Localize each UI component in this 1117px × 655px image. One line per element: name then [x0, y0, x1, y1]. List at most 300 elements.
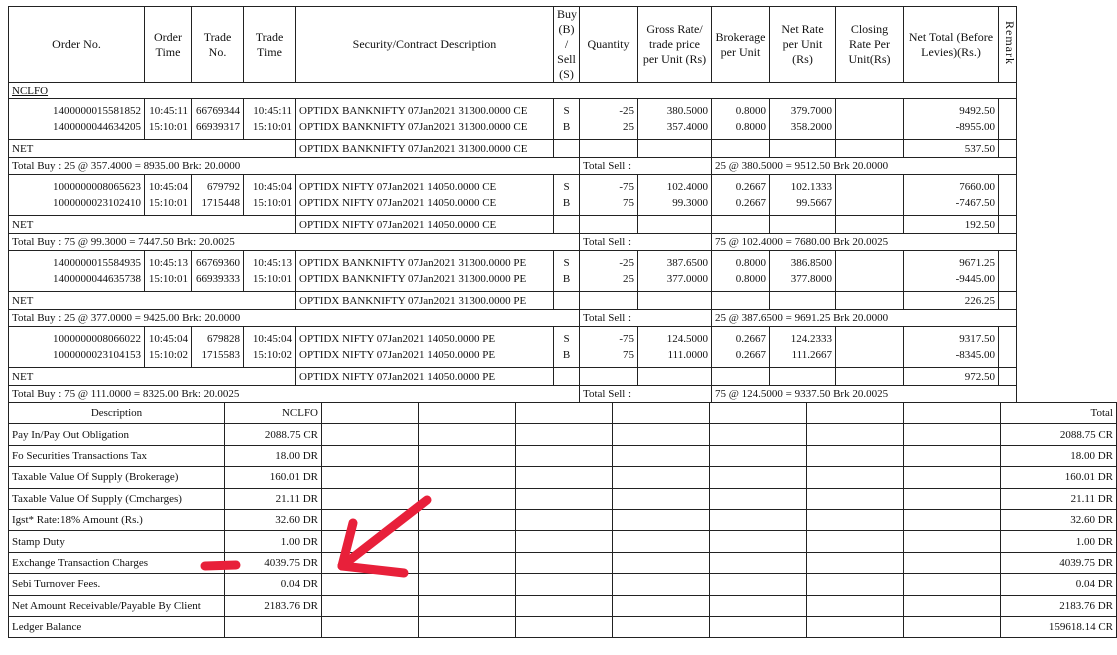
summary-empty-cell	[710, 467, 807, 488]
net-total-cell: -7467.50	[904, 195, 999, 216]
summary-empty-cell	[710, 445, 807, 466]
order-no-cell: 1400000044635738	[9, 271, 145, 292]
buy-sell-cell: B	[554, 195, 580, 216]
summary-empty-cell	[904, 595, 1001, 616]
summary-empty-cell	[322, 509, 419, 530]
summary-row	[9, 595, 1117, 616]
quantity-cell: -75	[580, 175, 638, 196]
empty-cell	[554, 292, 580, 310]
totals-row	[9, 234, 1017, 251]
summary-empty-cell	[419, 574, 516, 595]
summary-empty-cell	[613, 595, 710, 616]
empty-cell	[554, 216, 580, 234]
col-quantity: Quantity	[580, 7, 638, 83]
totals-row	[9, 158, 1017, 175]
empty-cell	[554, 368, 580, 386]
order-time-cell: 15:10:01	[145, 119, 192, 140]
empty-cell	[580, 292, 638, 310]
total-sell-label: Total Sell :	[580, 386, 712, 403]
summary-empty-cell	[419, 616, 516, 637]
summary-total-cell: 21.11 DR	[1001, 488, 1117, 509]
security-cell: OPTIDX NIFTY 07Jan2021 14050.0000 CE	[296, 175, 554, 196]
order-time-cell: 10:45:13	[145, 251, 192, 272]
net-row	[9, 216, 1017, 234]
col-gross-rate: Gross Rate/ trade price per Unit (Rs)	[638, 7, 712, 83]
trade-no-cell: 66769344	[192, 99, 244, 120]
summary-empty-cell	[419, 424, 516, 445]
summary-empty-cell	[904, 509, 1001, 530]
empty-cell	[712, 368, 770, 386]
gross-rate-cell: 124.5000	[638, 327, 712, 348]
summary-row	[9, 445, 1117, 466]
order-no-cell: 1400000015581852	[9, 99, 145, 120]
total-sell-cell: 25 @ 387.6500 = 9691.25 Brk 20.0000	[712, 310, 1017, 327]
remark-cell	[999, 327, 1017, 348]
summary-empty-cell	[322, 616, 419, 637]
remark-cell	[999, 175, 1017, 196]
gross-rate-cell: 387.6500	[638, 251, 712, 272]
security-cell: OPTIDX BANKNIFTY 07Jan2021 31300.0000 PE	[296, 271, 554, 292]
summary-empty-cell	[322, 488, 419, 509]
totals-row	[9, 310, 1017, 327]
col-trade-time: Trade Time	[244, 7, 296, 83]
empty-cell	[770, 292, 836, 310]
trade-body	[9, 83, 1017, 403]
net-security-cell: OPTIDX NIFTY 07Jan2021 14050.0000 PE	[296, 368, 554, 386]
brokerage-cell: 0.8000	[712, 119, 770, 140]
closing-rate-cell	[836, 195, 904, 216]
summary-empty-cell	[807, 616, 904, 637]
empty-cell	[836, 140, 904, 158]
summary-empty-cell	[904, 403, 1001, 424]
remark-cell	[999, 271, 1017, 292]
net-row	[9, 292, 1017, 310]
total-buy-cell: Total Buy : 75 @ 111.0000 = 8325.00 Brk: 20.0025	[9, 386, 580, 403]
total-sell-label: Total Sell :	[580, 310, 712, 327]
trade-row	[9, 327, 1017, 348]
net-rate-cell: 99.5667	[770, 195, 836, 216]
summary-empty-cell	[613, 552, 710, 573]
summary-nclfo-cell: 21.11 DR	[225, 488, 322, 509]
trade-row	[9, 271, 1017, 292]
net-security-cell: OPTIDX BANKNIFTY 07Jan2021 31300.0000 CE	[296, 140, 554, 158]
trade-no-cell: 66769360	[192, 251, 244, 272]
trade-no-cell: 1715448	[192, 195, 244, 216]
summary-empty-cell	[807, 424, 904, 445]
trade-row	[9, 251, 1017, 272]
quantity-cell: -75	[580, 327, 638, 348]
net-row	[9, 368, 1017, 386]
trade-row	[9, 119, 1017, 140]
trade-no-cell: 66939333	[192, 271, 244, 292]
order-no-cell: 1000000023102410	[9, 195, 145, 216]
remark-cell	[999, 195, 1017, 216]
security-cell: OPTIDX BANKNIFTY 07Jan2021 31300.0000 PE	[296, 251, 554, 272]
net-total-value: 537.50	[904, 140, 999, 158]
gross-rate-cell: 377.0000	[638, 271, 712, 292]
summary-row	[9, 552, 1117, 573]
remark-cell	[999, 347, 1017, 368]
summary-empty-cell	[904, 424, 1001, 445]
summary-empty-cell	[322, 403, 419, 424]
buy-sell-cell: S	[554, 251, 580, 272]
net-label: NET	[9, 216, 296, 234]
empty-cell	[712, 216, 770, 234]
net-rate-cell: 386.8500	[770, 251, 836, 272]
summary-empty-cell	[613, 531, 710, 552]
buy-sell-cell: B	[554, 271, 580, 292]
net-total-cell: -8345.00	[904, 347, 999, 368]
empty-cell	[770, 140, 836, 158]
remark-cell	[999, 99, 1017, 120]
summary-empty-cell	[710, 552, 807, 573]
brokerage-cell: 0.2667	[712, 195, 770, 216]
net-row	[9, 140, 1017, 158]
col-net-total: Net Total (Before Levies)(Rs.)	[904, 7, 999, 83]
summary-empty-cell	[516, 531, 613, 552]
summary-empty-cell	[710, 574, 807, 595]
empty-cell	[836, 216, 904, 234]
summary-row	[9, 574, 1117, 595]
summary-row	[9, 424, 1117, 445]
summary-empty-cell	[419, 595, 516, 616]
brokerage-cell: 0.8000	[712, 99, 770, 120]
summary-empty-cell	[322, 595, 419, 616]
summary-total-cell: 32.60 DR	[1001, 509, 1117, 530]
summary-empty-cell	[419, 403, 516, 424]
summary-body	[9, 403, 1117, 638]
summary-empty-cell	[613, 424, 710, 445]
summary-empty-cell	[710, 616, 807, 637]
summary-empty-cell	[613, 467, 710, 488]
summary-total-cell: 18.00 DR	[1001, 445, 1117, 466]
total-buy-cell: Total Buy : 25 @ 357.4000 = 8935.00 Brk: 20.0000	[9, 158, 580, 175]
summary-empty-cell	[516, 616, 613, 637]
closing-rate-cell	[836, 347, 904, 368]
empty-cell	[770, 216, 836, 234]
summary-col-description: Description	[9, 403, 225, 424]
trade-time-cell: 15:10:02	[244, 347, 296, 368]
brokerage-cell: 0.2667	[712, 175, 770, 196]
summary-nclfo-cell: 0.04 DR	[225, 574, 322, 595]
empty-cell	[712, 292, 770, 310]
summary-empty-cell	[613, 488, 710, 509]
empty-cell	[638, 216, 712, 234]
trade-row	[9, 195, 1017, 216]
summary-row	[9, 467, 1117, 488]
summary-empty-cell	[322, 574, 419, 595]
net-total-cell: 9317.50	[904, 327, 999, 348]
net-total-cell: 7660.00	[904, 175, 999, 196]
summary-empty-cell	[807, 531, 904, 552]
net-rate-cell: 379.7000	[770, 99, 836, 120]
empty-cell	[638, 368, 712, 386]
closing-rate-cell	[836, 327, 904, 348]
summary-header-row	[9, 403, 1117, 424]
trade-row	[9, 347, 1017, 368]
net-rate-cell: 102.1333	[770, 175, 836, 196]
summary-empty-cell	[710, 509, 807, 530]
summary-empty-cell	[807, 488, 904, 509]
summary-empty-cell	[516, 403, 613, 424]
summary-empty-cell	[807, 445, 904, 466]
summary-nclfo-cell: 32.60 DR	[225, 509, 322, 530]
summary-empty-cell	[613, 403, 710, 424]
gross-rate-cell: 111.0000	[638, 347, 712, 368]
order-time-cell: 15:10:01	[145, 195, 192, 216]
remark-cell	[999, 251, 1017, 272]
summary-empty-cell	[904, 552, 1001, 573]
trade-table	[8, 6, 1017, 403]
summary-table	[8, 402, 1117, 638]
remark-cell	[999, 368, 1017, 386]
total-buy-cell: Total Buy : 25 @ 377.0000 = 9425.00 Brk: 20.0000	[9, 310, 580, 327]
summary-empty-cell	[710, 424, 807, 445]
summary-empty-cell	[710, 531, 807, 552]
summary-empty-cell	[807, 552, 904, 573]
trade-no-cell: 679828	[192, 327, 244, 348]
remark-cell	[999, 119, 1017, 140]
empty-cell	[836, 292, 904, 310]
trade-time-cell: 15:10:01	[244, 271, 296, 292]
gross-rate-cell: 102.4000	[638, 175, 712, 196]
trade-row	[9, 175, 1017, 196]
empty-cell	[712, 140, 770, 158]
header-row	[9, 7, 1017, 83]
summary-label-cell: Taxable Value Of Supply (Cmcharges)	[9, 488, 225, 509]
net-security-cell: OPTIDX BANKNIFTY 07Jan2021 31300.0000 PE	[296, 292, 554, 310]
net-rate-cell: 124.2333	[770, 327, 836, 348]
gross-rate-cell: 357.4000	[638, 119, 712, 140]
summary-label-cell: Pay In/Pay Out Obligation	[9, 424, 225, 445]
summary-row	[9, 488, 1117, 509]
summary-nclfo-cell: 2088.75 CR	[225, 424, 322, 445]
summary-col-nclfo: NCLFO	[225, 403, 322, 424]
net-total-cell: -8955.00	[904, 119, 999, 140]
closing-rate-cell	[836, 99, 904, 120]
remark-label: Remark	[1003, 20, 1017, 65]
security-cell: OPTIDX BANKNIFTY 07Jan2021 31300.0000 CE	[296, 99, 554, 120]
order-time-cell: 15:10:02	[145, 347, 192, 368]
quantity-cell: -25	[580, 251, 638, 272]
summary-empty-cell	[710, 403, 807, 424]
empty-cell	[638, 140, 712, 158]
total-sell-cell: 25 @ 380.5000 = 9512.50 Brk 20.0000	[712, 158, 1017, 175]
trade-time-cell: 15:10:01	[244, 195, 296, 216]
trade-no-cell: 679792	[192, 175, 244, 196]
trade-row	[9, 99, 1017, 120]
quantity-cell: 25	[580, 119, 638, 140]
summary-total-cell: 160.01 DR	[1001, 467, 1117, 488]
total-buy-cell: Total Buy : 75 @ 99.3000 = 7447.50 Brk: 20.0025	[9, 234, 580, 251]
summary-total-cell: 2183.76 DR	[1001, 595, 1117, 616]
summary-empty-cell	[322, 424, 419, 445]
summary-label-cell: Stamp Duty	[9, 531, 225, 552]
summary-row	[9, 531, 1117, 552]
summary-empty-cell	[516, 488, 613, 509]
summary-total-cell: 2088.75 CR	[1001, 424, 1117, 445]
col-order-no: Order No.	[9, 7, 145, 83]
net-security-cell: OPTIDX NIFTY 07Jan2021 14050.0000 CE	[296, 216, 554, 234]
gross-rate-cell: 99.3000	[638, 195, 712, 216]
summary-empty-cell	[807, 574, 904, 595]
net-total-cell: 9671.25	[904, 251, 999, 272]
brokerage-cell: 0.2667	[712, 347, 770, 368]
remark-cell	[999, 140, 1017, 158]
net-total-value: 972.50	[904, 368, 999, 386]
summary-nclfo-cell: 1.00 DR	[225, 531, 322, 552]
trade-no-cell: 1715583	[192, 347, 244, 368]
security-cell: OPTIDX NIFTY 07Jan2021 14050.0000 CE	[296, 195, 554, 216]
net-total-cell: -9445.00	[904, 271, 999, 292]
summary-label-cell: Sebi Turnover Fees.	[9, 574, 225, 595]
summary-empty-cell	[419, 445, 516, 466]
summary-empty-cell	[419, 531, 516, 552]
empty-cell	[836, 368, 904, 386]
summary-nclfo-cell: 2183.76 DR	[225, 595, 322, 616]
summary-empty-cell	[613, 445, 710, 466]
remark-cell	[999, 216, 1017, 234]
summary-empty-cell	[322, 552, 419, 573]
col-security: Security/Contract Description	[296, 7, 554, 83]
net-total-cell: 9492.50	[904, 99, 999, 120]
summary-label-cell: Ledger Balance	[9, 616, 225, 637]
col-order-time: Order Time	[145, 7, 192, 83]
summary-nclfo-cell: 160.01 DR	[225, 467, 322, 488]
summary-label-cell: Fo Securities Transactions Tax	[9, 445, 225, 466]
empty-cell	[554, 140, 580, 158]
net-total-value: 226.25	[904, 292, 999, 310]
closing-rate-cell	[836, 271, 904, 292]
quantity-cell: 25	[580, 271, 638, 292]
summary-empty-cell	[904, 574, 1001, 595]
trade-no-cell: 66939317	[192, 119, 244, 140]
order-time-cell: 15:10:01	[145, 271, 192, 292]
summary-row	[9, 509, 1117, 530]
empty-cell	[580, 216, 638, 234]
segment-row	[9, 83, 1017, 99]
summary-empty-cell	[516, 595, 613, 616]
net-label: NET	[9, 292, 296, 310]
summary-col-total: Total	[1001, 403, 1117, 424]
segment-cell	[9, 83, 1017, 99]
summary-nclfo-cell: 4039.75 DR	[225, 552, 322, 573]
closing-rate-cell	[836, 251, 904, 272]
total-sell-cell: 75 @ 124.5000 = 9337.50 Brk 20.0025	[712, 386, 1017, 403]
col-trade-no: Trade No.	[192, 7, 244, 83]
summary-label-cell: Exchange Transaction Charges	[9, 552, 225, 573]
closing-rate-cell	[836, 175, 904, 196]
security-cell: OPTIDX NIFTY 07Jan2021 14050.0000 PE	[296, 327, 554, 348]
summary-empty-cell	[322, 445, 419, 466]
total-sell-cell: 75 @ 102.4000 = 7680.00 Brk 20.0025	[712, 234, 1017, 251]
summary-empty-cell	[322, 531, 419, 552]
summary-empty-cell	[516, 574, 613, 595]
summary-empty-cell	[613, 509, 710, 530]
summary-label-cell: Igst* Rate:18% Amount (Rs.)	[9, 509, 225, 530]
trade-time-cell: 10:45:11	[244, 99, 296, 120]
summary-empty-cell	[419, 467, 516, 488]
gross-rate-cell: 380.5000	[638, 99, 712, 120]
summary-total-cell: 1.00 DR	[1001, 531, 1117, 552]
summary-empty-cell	[904, 467, 1001, 488]
summary-nclfo-cell	[225, 616, 322, 637]
summary-empty-cell	[419, 552, 516, 573]
security-cell: OPTIDX NIFTY 07Jan2021 14050.0000 PE	[296, 347, 554, 368]
order-no-cell: 1000000008066022	[9, 327, 145, 348]
order-no-cell: 1400000015584935	[9, 251, 145, 272]
summary-empty-cell	[807, 509, 904, 530]
total-sell-label: Total Sell :	[580, 234, 712, 251]
summary-empty-cell	[710, 595, 807, 616]
order-time-cell: 10:45:04	[145, 175, 192, 196]
trade-time-cell: 10:45:13	[244, 251, 296, 272]
quantity-cell: 75	[580, 195, 638, 216]
summary-empty-cell	[807, 467, 904, 488]
summary-empty-cell	[516, 445, 613, 466]
summary-empty-cell	[807, 595, 904, 616]
summary-empty-cell	[516, 424, 613, 445]
trade-time-cell: 10:45:04	[244, 175, 296, 196]
summary-label-cell: Taxable Value Of Supply (Brokerage)	[9, 467, 225, 488]
col-net-rate: Net Rate per Unit (Rs)	[770, 7, 836, 83]
summary-empty-cell	[419, 509, 516, 530]
net-rate-cell: 377.8000	[770, 271, 836, 292]
buy-sell-cell: B	[554, 119, 580, 140]
order-time-cell: 10:45:11	[145, 99, 192, 120]
empty-cell	[580, 140, 638, 158]
trade-time-cell: 15:10:01	[244, 119, 296, 140]
summary-nclfo-cell: 18.00 DR	[225, 445, 322, 466]
summary-empty-cell	[807, 403, 904, 424]
buy-sell-cell: B	[554, 347, 580, 368]
brokerage-cell: 0.8000	[712, 251, 770, 272]
buy-sell-cell: S	[554, 327, 580, 348]
brokerage-cell: 0.8000	[712, 271, 770, 292]
buy-sell-cell: S	[554, 175, 580, 196]
brokerage-cell: 0.2667	[712, 327, 770, 348]
summary-empty-cell	[710, 488, 807, 509]
summary-empty-cell	[904, 616, 1001, 637]
quantity-cell: -25	[580, 99, 638, 120]
empty-cell	[580, 368, 638, 386]
net-rate-cell: 358.2000	[770, 119, 836, 140]
summary-total-cell: 4039.75 DR	[1001, 552, 1117, 573]
col-remark	[999, 7, 1017, 83]
summary-empty-cell	[516, 552, 613, 573]
closing-rate-cell	[836, 119, 904, 140]
summary-empty-cell	[904, 531, 1001, 552]
quantity-cell: 75	[580, 347, 638, 368]
summary-total-cell: 0.04 DR	[1001, 574, 1117, 595]
segment-label: NCLFO	[12, 84, 49, 97]
order-no-cell: 1000000023104153	[9, 347, 145, 368]
buy-sell-cell: S	[554, 99, 580, 120]
summary-empty-cell	[613, 616, 710, 637]
summary-row	[9, 616, 1117, 637]
empty-cell	[770, 368, 836, 386]
net-label: NET	[9, 368, 296, 386]
summary-empty-cell	[904, 445, 1001, 466]
col-buy-sell: Buy (B) / Sell (S)	[554, 7, 580, 83]
order-no-cell: 1000000008065623	[9, 175, 145, 196]
remark-cell	[999, 292, 1017, 310]
trade-time-cell: 10:45:04	[244, 327, 296, 348]
empty-cell	[638, 292, 712, 310]
order-no-cell: 1400000044634205	[9, 119, 145, 140]
security-cell: OPTIDX BANKNIFTY 07Jan2021 31300.0000 CE	[296, 119, 554, 140]
summary-label-cell: Net Amount Receivable/Payable By Client	[9, 595, 225, 616]
